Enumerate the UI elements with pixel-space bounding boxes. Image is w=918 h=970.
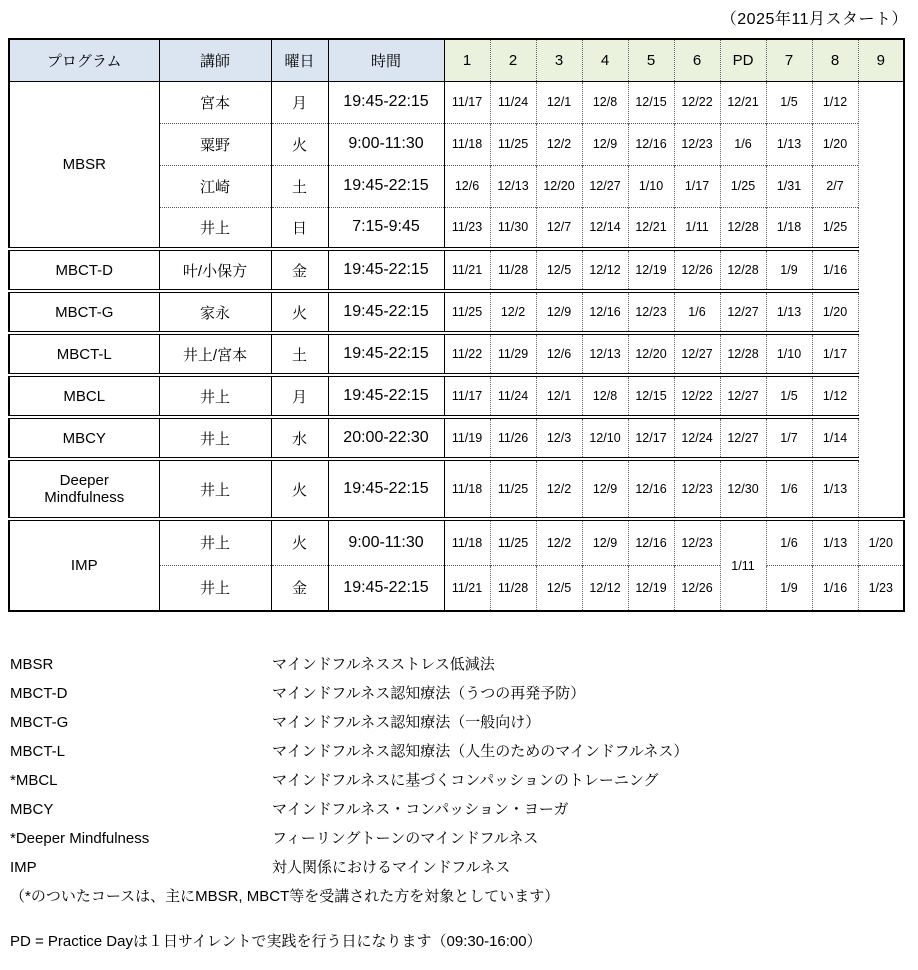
schedule-row <box>9 333 904 375</box>
instructor-cell: 井上 <box>159 565 271 611</box>
column-header: 3 <box>536 39 582 81</box>
date-cell: 1/10 <box>628 165 674 207</box>
date-cell: 11/25 <box>490 459 536 519</box>
date-cell: 11/21 <box>444 249 490 291</box>
date-cell: 11/30 <box>490 207 536 249</box>
legend-item <box>10 795 918 824</box>
date-cell: 12/19 <box>628 249 674 291</box>
legend-item <box>10 679 918 708</box>
date-cell: 1/20 <box>812 123 858 165</box>
date-cell: 1/20 <box>812 291 858 333</box>
date-cell: 1/23 <box>858 565 904 611</box>
legend-description: マインドフルネス認知療法（人生のためのマインドフルネス） <box>272 743 689 760</box>
column-header: 2 <box>490 39 536 81</box>
time-cell: 19:45-22:15 <box>328 81 444 123</box>
legend-item <box>10 737 918 766</box>
legend-term: MBSR <box>10 656 54 673</box>
date-cell: 12/3 <box>536 417 582 459</box>
schedule-row <box>9 459 904 519</box>
date-cell: 1/12 <box>812 375 858 417</box>
schedule-row <box>9 249 904 291</box>
date-cell: 1/25 <box>812 207 858 249</box>
date-cell: 12/22 <box>674 81 720 123</box>
date-cell: 12/5 <box>536 249 582 291</box>
instructor-cell: 井上 <box>159 375 271 417</box>
legend-item <box>10 708 918 737</box>
time-cell: 19:45-22:15 <box>328 291 444 333</box>
date-cell: 12/28 <box>720 249 766 291</box>
date-cell: 12/21 <box>628 207 674 249</box>
legend-term: MBCT-G <box>10 714 69 731</box>
instructor-cell: 井上 <box>159 207 271 249</box>
instructor-cell: 井上 <box>159 459 271 519</box>
program-cell: MBCT-L <box>9 333 159 375</box>
date-cell: 11/25 <box>444 291 490 333</box>
instructor-cell: 宮本 <box>159 81 271 123</box>
column-header: 4 <box>582 39 628 81</box>
date-cell: 12/20 <box>536 165 582 207</box>
date-cell: 11/28 <box>490 565 536 611</box>
legend <box>10 650 918 882</box>
pd-note: PD = Practice Dayは１日サイレントで実践を行う日になります（09:30-16:00） <box>10 933 542 950</box>
date-cell: 11/24 <box>490 81 536 123</box>
date-cell: 1/6 <box>674 291 720 333</box>
date-cell: 11/22 <box>444 333 490 375</box>
day-cell: 火 <box>271 519 328 565</box>
date-cell: 12/30 <box>720 459 766 519</box>
instructor-cell: 井上/宮本 <box>159 333 271 375</box>
date-cell: 1/13 <box>812 519 858 565</box>
date-cell: 12/1 <box>536 375 582 417</box>
legend-term: *MBCL <box>10 772 58 789</box>
date-cell: 12/24 <box>674 417 720 459</box>
date-cell: 1/17 <box>674 165 720 207</box>
column-header: 6 <box>674 39 720 81</box>
date-cell: 12/15 <box>628 375 674 417</box>
date-cell: 1/6 <box>720 123 766 165</box>
date-cell: 12/17 <box>628 417 674 459</box>
date-cell: 1/16 <box>812 565 858 611</box>
schedule-row <box>9 375 904 417</box>
date-cell: 12/7 <box>536 207 582 249</box>
day-cell: 土 <box>271 165 328 207</box>
column-header: 講師 <box>159 39 271 81</box>
date-cell: 1/7 <box>766 417 812 459</box>
date-cell: 11/23 <box>444 207 490 249</box>
date-cell: 12/23 <box>674 459 720 519</box>
date-cell: 1/20 <box>858 519 904 565</box>
date-cell: 11/28 <box>490 249 536 291</box>
date-cell: 11/26 <box>490 417 536 459</box>
instructor-cell: 井上 <box>159 519 271 565</box>
date-cell: 12/27 <box>720 291 766 333</box>
time-cell: 19:45-22:15 <box>328 165 444 207</box>
column-header: 1 <box>444 39 490 81</box>
date-cell: 11/18 <box>444 459 490 519</box>
pd-date-cell: 1/11 <box>720 519 766 611</box>
date-cell: 12/2 <box>536 123 582 165</box>
instructor-cell: 叶/小保方 <box>159 249 271 291</box>
day-cell: 日 <box>271 207 328 249</box>
date-cell: 12/6 <box>444 165 490 207</box>
date-cell: 12/2 <box>536 519 582 565</box>
date-cell: 1/13 <box>766 291 812 333</box>
date-cell: 12/28 <box>720 333 766 375</box>
column-header: PD <box>720 39 766 81</box>
date-cell: 12/6 <box>536 333 582 375</box>
date-cell: 11/17 <box>444 81 490 123</box>
date-cell: 1/25 <box>720 165 766 207</box>
date-cell: 1/16 <box>812 249 858 291</box>
date-cell: 12/16 <box>628 459 674 519</box>
date-cell: 12/2 <box>536 459 582 519</box>
time-cell: 19:45-22:15 <box>328 459 444 519</box>
date-cell: 12/26 <box>674 565 720 611</box>
date-cell: 12/26 <box>674 249 720 291</box>
date-cell: 1/17 <box>812 333 858 375</box>
column-header: 曜日 <box>271 39 328 81</box>
time-cell: 9:00-11:30 <box>328 123 444 165</box>
day-cell: 火 <box>271 459 328 519</box>
program-cell: MBCT-G <box>9 291 159 333</box>
column-header: 5 <box>628 39 674 81</box>
date-cell: 12/8 <box>582 81 628 123</box>
date-cell: 12/20 <box>628 333 674 375</box>
column-header: 時間 <box>328 39 444 81</box>
date-cell: 12/21 <box>720 81 766 123</box>
time-cell: 20:00-22:30 <box>328 417 444 459</box>
program-cell: Deeper Mindfulness <box>9 459 159 519</box>
program-cell: IMP <box>9 519 159 611</box>
asterisk-note: （*のついたコースは、主にMBSR, MBCT等を受講された方を対象としています） <box>10 888 560 905</box>
date-cell: 12/23 <box>628 291 674 333</box>
date-cell: 12/27 <box>582 165 628 207</box>
date-cell: 12/27 <box>720 375 766 417</box>
date-cell: 12/12 <box>582 249 628 291</box>
date-cell: 1/13 <box>766 123 812 165</box>
date-cell: 11/19 <box>444 417 490 459</box>
date-cell: 12/27 <box>674 333 720 375</box>
day-cell: 土 <box>271 333 328 375</box>
date-cell: 12/12 <box>582 565 628 611</box>
date-cell: 2/7 <box>812 165 858 207</box>
date-cell: 12/16 <box>582 291 628 333</box>
schedule-row <box>9 417 904 459</box>
date-cell: 12/9 <box>582 459 628 519</box>
date-cell: 11/24 <box>490 375 536 417</box>
legend-description: フィーリングトーンのマインドフルネス <box>272 830 539 847</box>
date-cell: 1/13 <box>812 459 858 519</box>
column-header: 7 <box>766 39 812 81</box>
legend-item <box>10 650 918 679</box>
day-cell: 金 <box>271 565 328 611</box>
legend-term: MBCT-L <box>10 743 66 760</box>
legend-description: マインドフルネス認知療法（うつの再発予防） <box>272 685 586 702</box>
date-cell: 11/25 <box>490 519 536 565</box>
date-cell: 11/29 <box>490 333 536 375</box>
legend-description: マインドフルネスストレス低減法 <box>272 656 495 673</box>
day-cell: 火 <box>271 291 328 333</box>
schedule-row <box>9 519 904 565</box>
date-cell: 12/9 <box>582 519 628 565</box>
date-cell: 12/23 <box>674 123 720 165</box>
time-cell: 19:45-22:15 <box>328 333 444 375</box>
date-cell: 11/25 <box>490 123 536 165</box>
column-header: 8 <box>812 39 858 81</box>
day-cell: 水 <box>271 417 328 459</box>
date-cell: 12/16 <box>628 123 674 165</box>
legend-term: MBCT-D <box>10 685 68 702</box>
date-cell: 12/27 <box>720 417 766 459</box>
day-cell: 金 <box>271 249 328 291</box>
date-cell: 1/9 <box>766 249 812 291</box>
instructor-cell: 井上 <box>159 417 271 459</box>
time-cell: 19:45-22:15 <box>328 249 444 291</box>
legend-term: *Deeper Mindfulness <box>10 830 150 847</box>
instructor-cell: 粟野 <box>159 123 271 165</box>
day-cell: 月 <box>271 81 328 123</box>
date-cell: 1/18 <box>766 207 812 249</box>
legend-term: MBCY <box>10 801 54 818</box>
date-cell: 1/10 <box>766 333 812 375</box>
column-header: プログラム <box>9 39 159 81</box>
date-cell: 1/5 <box>766 375 812 417</box>
schedule-row <box>9 81 904 123</box>
legend-description: マインドフルネス認知療法（一般向け） <box>272 714 541 731</box>
date-cell: 12/2 <box>490 291 536 333</box>
date-cell: 12/23 <box>674 519 720 565</box>
date-cell: 12/8 <box>582 375 628 417</box>
date-cell: 1/9 <box>766 565 812 611</box>
date-cell: 12/28 <box>720 207 766 249</box>
time-cell: 19:45-22:15 <box>328 375 444 417</box>
date-cell: 1/5 <box>766 81 812 123</box>
empty-column-cell <box>858 81 904 519</box>
legend-item <box>10 824 918 853</box>
time-cell: 9:00-11:30 <box>328 519 444 565</box>
date-cell: 12/13 <box>582 333 628 375</box>
date-cell: 1/11 <box>674 207 720 249</box>
schedule-body <box>9 81 904 611</box>
date-cell: 11/18 <box>444 123 490 165</box>
day-cell: 火 <box>271 123 328 165</box>
instructor-cell: 家永 <box>159 291 271 333</box>
date-cell: 12/16 <box>628 519 674 565</box>
instructor-cell: 江崎 <box>159 165 271 207</box>
date-cell: 11/17 <box>444 375 490 417</box>
date-cell: 12/15 <box>628 81 674 123</box>
date-cell: 1/6 <box>766 519 812 565</box>
date-cell: 12/10 <box>582 417 628 459</box>
date-cell: 12/1 <box>536 81 582 123</box>
date-cell: 12/22 <box>674 375 720 417</box>
column-header: 9 <box>858 39 904 81</box>
date-cell: 1/6 <box>766 459 812 519</box>
legend-description: マインドフルネスに基づくコンパッションのトレーニング <box>272 772 659 789</box>
day-cell: 月 <box>271 375 328 417</box>
date-cell: 11/18 <box>444 519 490 565</box>
program-cell: MBSR <box>9 81 159 249</box>
program-cell: MBCL <box>9 375 159 417</box>
program-cell: MBCT-D <box>9 249 159 291</box>
legend-description: マインドフルネス・コンパッション・ヨーガ <box>272 801 569 818</box>
date-cell: 11/21 <box>444 565 490 611</box>
date-cell: 12/9 <box>536 291 582 333</box>
date-cell: 1/12 <box>812 81 858 123</box>
date-cell: 1/31 <box>766 165 812 207</box>
date-cell: 1/14 <box>812 417 858 459</box>
date-cell: 12/9 <box>582 123 628 165</box>
schedule-table <box>8 38 905 612</box>
header-row <box>9 39 904 81</box>
schedule-row <box>9 291 904 333</box>
legend-description: 対人関係におけるマインドフルネス <box>272 859 511 876</box>
program-cell: MBCY <box>9 417 159 459</box>
date-cell: 12/13 <box>490 165 536 207</box>
legend-item <box>10 853 918 882</box>
date-cell: 12/14 <box>582 207 628 249</box>
time-cell: 19:45-22:15 <box>328 565 444 611</box>
time-cell: 7:15-9:45 <box>328 207 444 249</box>
date-cell: 12/5 <box>536 565 582 611</box>
legend-term: IMP <box>10 859 37 876</box>
start-date-title: （2025年11月スタート） <box>720 11 908 28</box>
date-cell: 12/19 <box>628 565 674 611</box>
legend-item <box>10 766 918 795</box>
